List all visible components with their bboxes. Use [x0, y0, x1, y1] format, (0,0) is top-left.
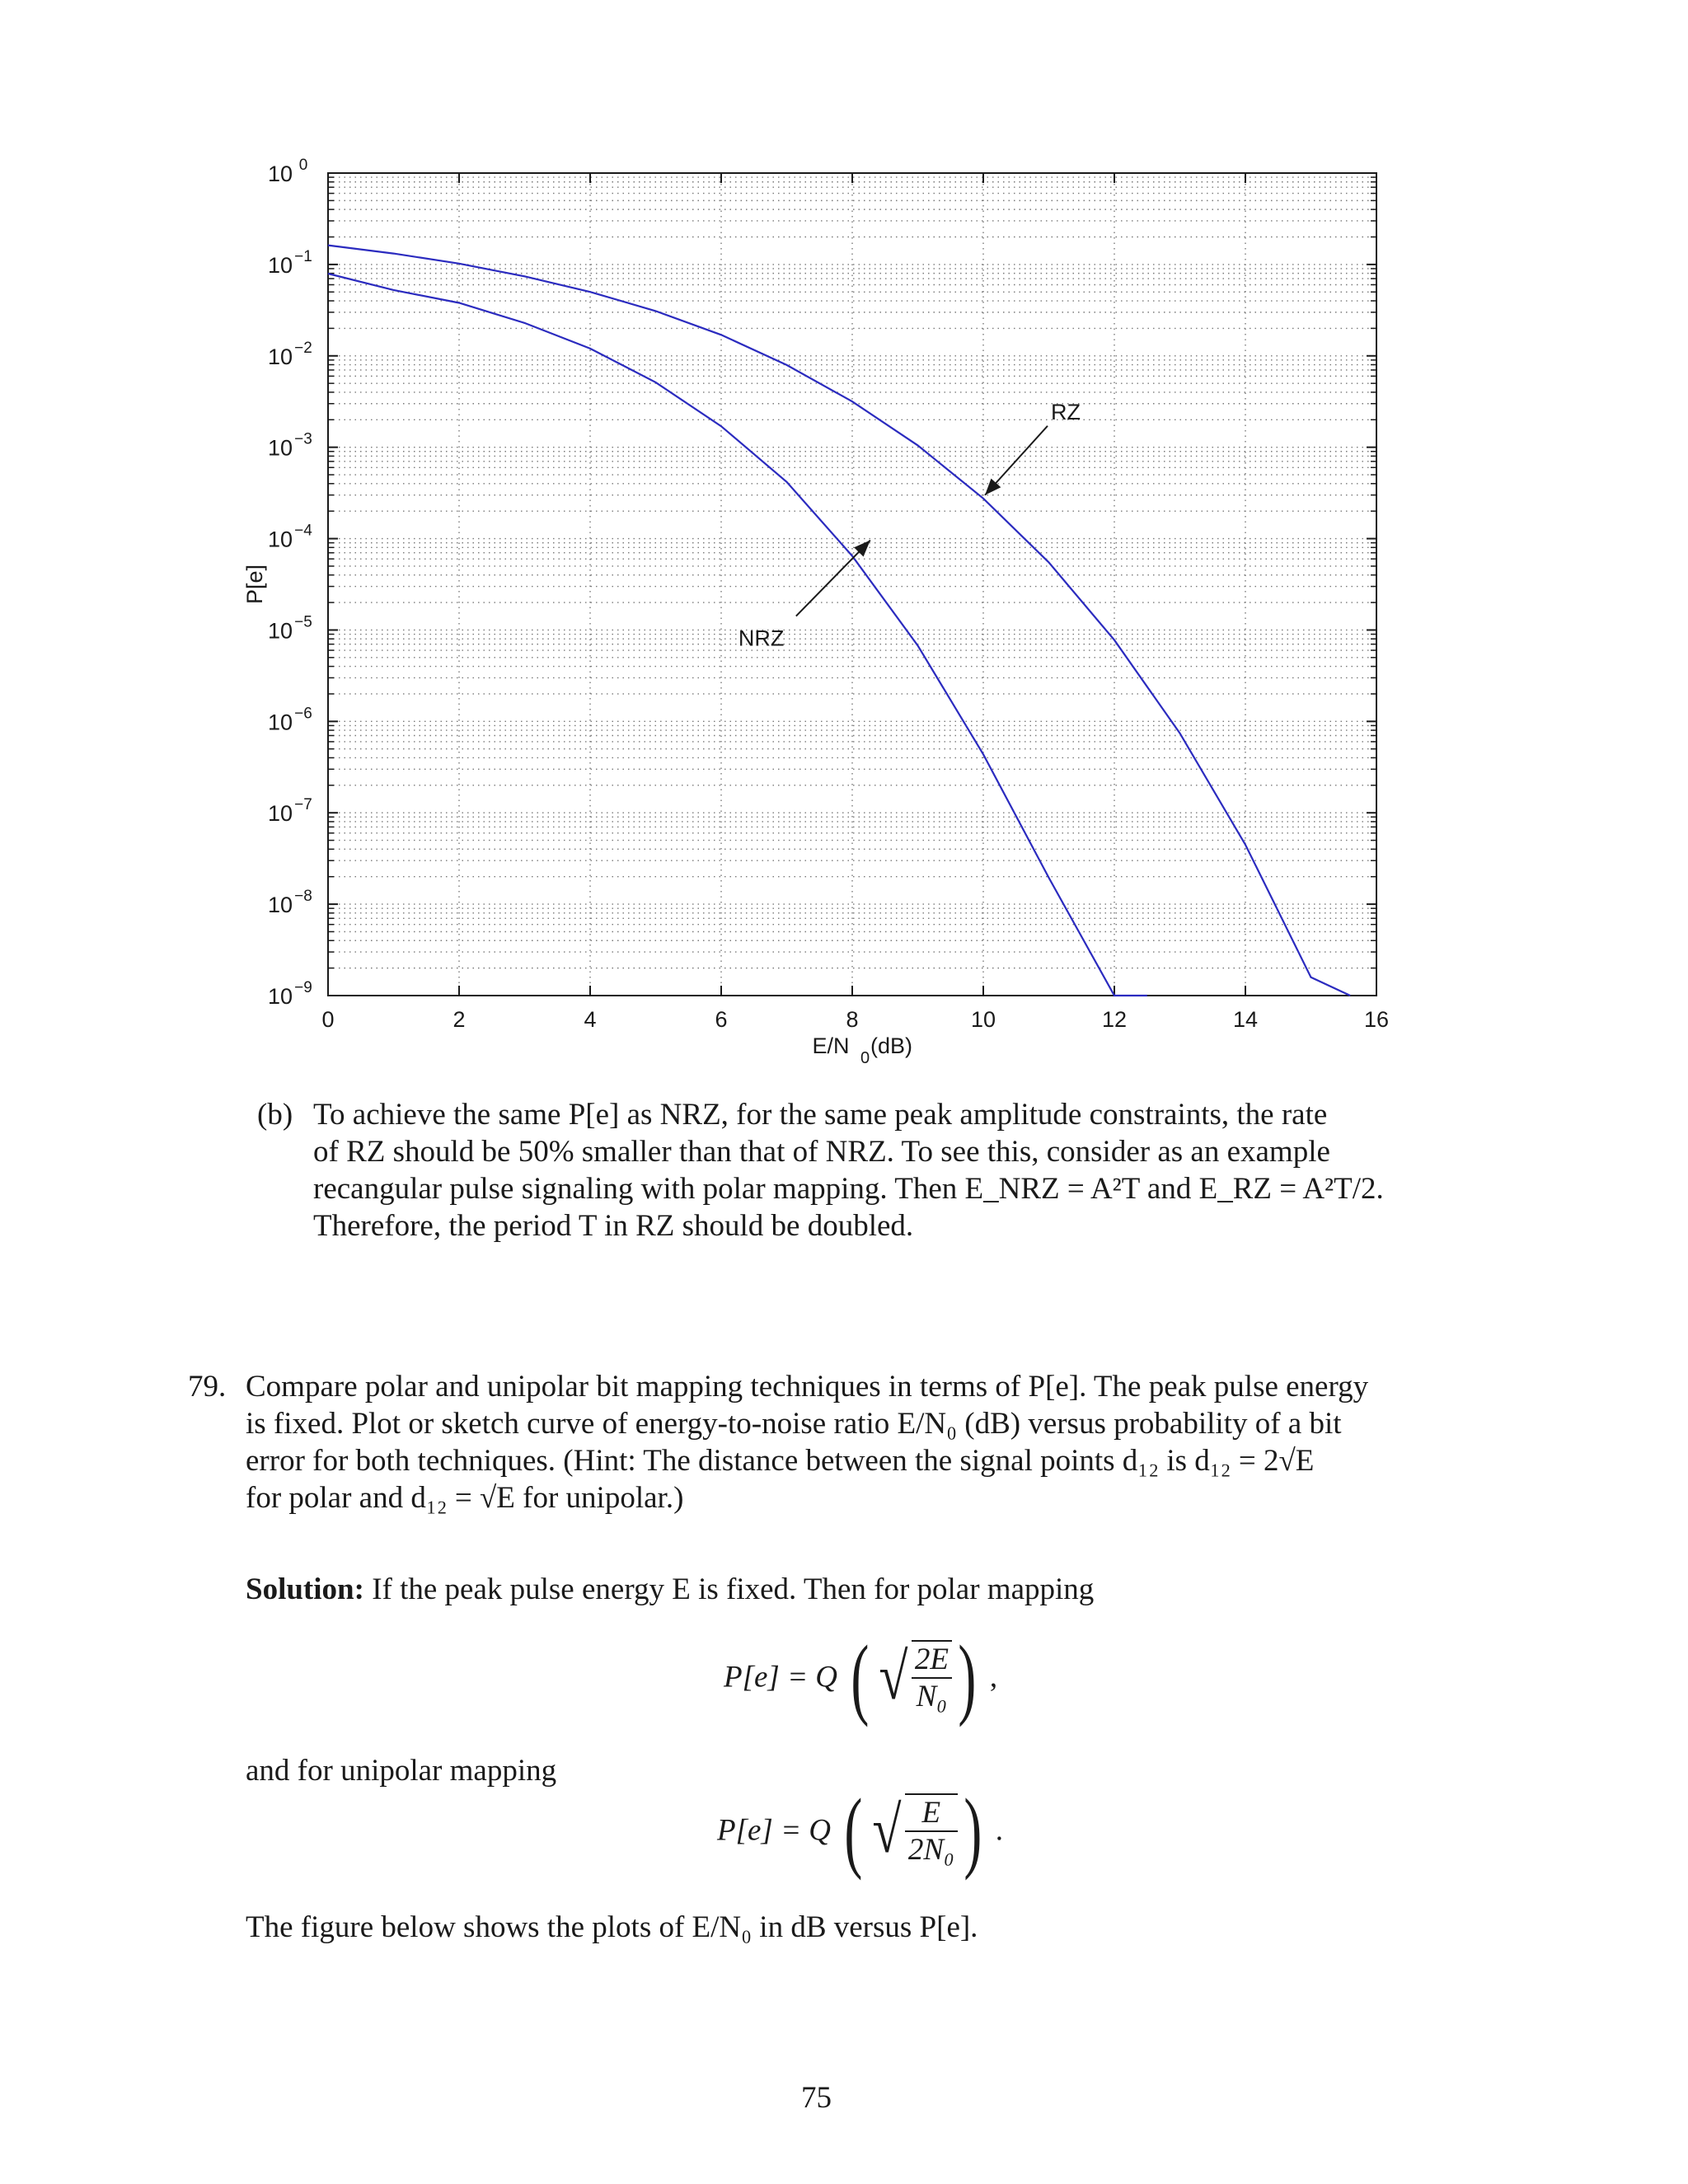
- x-tick-label: 10: [970, 1007, 996, 1032]
- annotation-nrz: NRZ: [738, 626, 785, 651]
- y-tick-label: 10: [267, 435, 293, 461]
- y-axis-label: P[e]: [242, 564, 267, 605]
- y-tick-exponent: −6: [294, 705, 312, 723]
- y-tick-label: 10: [267, 527, 293, 552]
- y-tick-exponent: −9: [294, 979, 312, 996]
- unipolar-text: and for unipolar mapping: [246, 1754, 557, 1788]
- x-tick-label: 8: [846, 1007, 859, 1032]
- fraction-denominator: N₀: [916, 1680, 948, 1713]
- fraction-numerator: 2E: [912, 1642, 952, 1679]
- right-paren: ): [964, 1780, 982, 1881]
- equation-unipolar: [717, 1780, 1003, 1881]
- y-tick-label: 10: [267, 984, 293, 1009]
- y-tick-label: 10: [267, 252, 293, 278]
- equation-unipolar-lhs: P[e] = Q: [717, 1813, 832, 1848]
- x-tick-label: 16: [1363, 1007, 1390, 1032]
- x-tick-label: 4: [584, 1007, 597, 1032]
- y-tick-exponent: −7: [294, 796, 312, 814]
- part-b-label: (b): [257, 1098, 293, 1132]
- solution-text: If the peak pulse energy E is fixed. Then for polar mapping: [363, 1572, 1095, 1606]
- y-tick-exponent: −4: [294, 522, 312, 540]
- y-tick-exponent: −3: [294, 430, 312, 448]
- question-line-2: is fixed. Plot or sketch curve of energy-to-noise ratio E/N₀ (dB) versus probability of a bit: [246, 1407, 1342, 1441]
- y-tick-label: 10: [267, 344, 293, 369]
- ber-chart: [0, 0, 1688, 1088]
- x-tick-label: 6: [715, 1007, 728, 1032]
- question-line-1: Compare polar and unipolar bit mapping techniques in terms of P[e]. The peak pulse energy: [246, 1370, 1369, 1404]
- x-tick-label: 12: [1101, 1007, 1128, 1032]
- page-number: 75: [801, 2081, 832, 2115]
- y-tick-exponent: −8: [294, 888, 312, 906]
- y-tick-exponent: −5: [294, 613, 312, 631]
- equation-polar-tail: ,: [989, 1660, 998, 1694]
- sqrt-symbol: √: [879, 1641, 908, 1713]
- question-number: 79.: [188, 1370, 227, 1404]
- y-tick-label: 10: [267, 618, 293, 644]
- equation-polar: [724, 1627, 998, 1727]
- part-b-line-4: Therefore, the period T in RZ should be doubled.: [313, 1209, 914, 1243]
- fraction-numerator: E: [905, 1795, 958, 1832]
- y-tick-exponent: 0: [298, 157, 308, 174]
- fraction: [905, 1795, 958, 1868]
- question-line-3: error for both techniques. (Hint: The distance between the signal points d₁₂ is d₁₂ = 2√E: [246, 1444, 1315, 1478]
- equation-polar-lhs: P[e] = Q: [724, 1660, 838, 1694]
- figure-sentence: The figure below shows the plots of E/N₀ in dB versus P[e].: [246, 1910, 978, 1944]
- x-axis-label-subscript: 0: [860, 1049, 870, 1067]
- series-line-rz: [328, 246, 1350, 996]
- equation-unipolar-tail: .: [995, 1813, 1003, 1848]
- y-tick-label: 10: [267, 801, 293, 827]
- right-paren: ): [958, 1627, 977, 1727]
- fraction-denominator: 2N₀: [907, 1833, 954, 1867]
- chart-grid: [328, 173, 1376, 996]
- annotation-rz: RZ: [1051, 399, 1081, 424]
- x-axis-label: E/N: [812, 1033, 850, 1058]
- x-tick-label: 0: [321, 1007, 335, 1032]
- question-line-4: for polar and d₁₂ = √E for unipolar.): [246, 1481, 684, 1515]
- part-b-line-1: To achieve the same P[e] as NRZ, for the same peak amplitude constraints, the rate: [313, 1098, 1328, 1132]
- chart-annotations: [738, 400, 1081, 651]
- y-tick-label: 10: [267, 710, 293, 735]
- x-tick-label: 2: [452, 1007, 466, 1032]
- chart-series: [328, 246, 1350, 996]
- part-b-line-3: recangular pulse signaling with polar mapping. Then E_NRZ = A²T and E_RZ = A²T/2.: [313, 1172, 1384, 1206]
- fraction: [912, 1642, 952, 1714]
- sqrt-body: [912, 1640, 952, 1714]
- left-paren: (: [844, 1780, 863, 1881]
- solution-line: [246, 1571, 1400, 1608]
- sqrt-symbol: √: [872, 1794, 902, 1867]
- solution-label: Solution:: [246, 1572, 364, 1606]
- part-b-line-2: of RZ should be 50% smaller than that of NRZ. To see this, consider as an example: [313, 1135, 1330, 1169]
- left-paren: (: [851, 1627, 870, 1727]
- y-tick-label: 10: [267, 893, 293, 918]
- x-tick-label: 14: [1232, 1007, 1259, 1032]
- y-tick-label: 10: [267, 162, 293, 186]
- y-tick-exponent: −2: [294, 339, 312, 357]
- x-axis-label-unit: (dB): [870, 1033, 913, 1058]
- sqrt-body: [905, 1793, 958, 1868]
- y-tick-exponent: −1: [294, 247, 312, 265]
